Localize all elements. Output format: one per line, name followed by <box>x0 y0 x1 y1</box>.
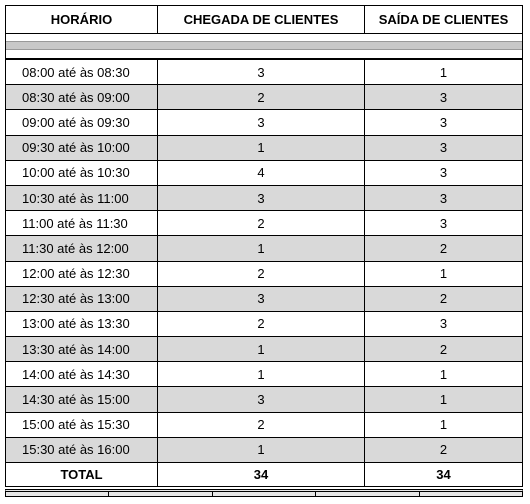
departures-cell: 3 <box>364 160 523 185</box>
time-cell: 14:00 até às 14:30 <box>5 361 157 386</box>
table-row <box>5 84 523 109</box>
table-row <box>5 386 523 411</box>
arrivals-cell: 1 <box>157 135 364 160</box>
time-cell: 15:00 até às 15:30 <box>5 412 157 437</box>
time-cell: 13:30 até às 14:00 <box>5 336 157 361</box>
arrivals-cell: 1 <box>157 437 364 462</box>
header-saida: SAÍDA DE CLIENTES <box>364 5 523 33</box>
time-cell: 15:30 até às 16:00 <box>5 437 157 462</box>
arrivals-cell: 1 <box>157 235 364 260</box>
header-chegada: CHEGADA DE CLIENTES <box>157 5 364 33</box>
arrivals-cell: 2 <box>157 84 364 109</box>
time-cell: 10:00 até às 10:30 <box>5 160 157 185</box>
departures-cell: 1 <box>364 261 523 286</box>
table-row <box>5 59 523 84</box>
arrivals-cell: 3 <box>157 59 364 84</box>
footer-segment <box>109 492 212 496</box>
table-body <box>5 59 523 462</box>
arrivals-cell: 1 <box>157 336 364 361</box>
time-cell: 09:30 até às 10:00 <box>5 135 157 160</box>
departures-cell: 3 <box>364 210 523 235</box>
departures-cell: 3 <box>364 109 523 134</box>
table-row <box>5 437 523 462</box>
table-row <box>5 361 523 386</box>
departures-cell: 3 <box>364 185 523 210</box>
time-cell: 08:00 até às 08:30 <box>5 59 157 84</box>
time-cell: 11:00 até às 11:30 <box>5 210 157 235</box>
footer-segment <box>6 492 109 496</box>
table-row <box>5 109 523 134</box>
arrivals-cell: 2 <box>157 311 364 336</box>
total-arrivals: 34 <box>157 462 364 487</box>
time-cell: 10:30 até às 11:00 <box>5 185 157 210</box>
time-cell: 08:30 até às 09:00 <box>5 84 157 109</box>
total-departures: 34 <box>364 462 523 487</box>
total-label: TOTAL <box>5 462 157 487</box>
arrivals-cell: 3 <box>157 185 364 210</box>
total-row <box>5 462 523 487</box>
time-cell: 11:30 até às 12:00 <box>5 235 157 260</box>
schedule-table <box>5 5 523 487</box>
departures-cell: 1 <box>364 386 523 411</box>
departures-cell: 3 <box>364 135 523 160</box>
footer-segment <box>316 492 419 496</box>
footer-segment <box>420 492 522 496</box>
time-cell: 12:30 até às 13:00 <box>5 286 157 311</box>
arrivals-cell: 2 <box>157 412 364 437</box>
arrivals-cell: 3 <box>157 109 364 134</box>
time-cell: 14:30 até às 15:00 <box>5 386 157 411</box>
header-row <box>5 5 523 33</box>
arrivals-cell: 1 <box>157 361 364 386</box>
departures-cell: 2 <box>364 286 523 311</box>
table-row <box>5 286 523 311</box>
table-row <box>5 185 523 210</box>
table-row <box>5 235 523 260</box>
departures-cell: 1 <box>364 412 523 437</box>
separator-band <box>5 33 523 59</box>
departures-cell: 1 <box>364 59 523 84</box>
time-cell: 12:00 até às 12:30 <box>5 261 157 286</box>
arrivals-cell: 2 <box>157 210 364 235</box>
separator-band-fill <box>6 41 522 50</box>
departures-cell: 1 <box>364 361 523 386</box>
arrivals-cell: 2 <box>157 261 364 286</box>
table-row <box>5 311 523 336</box>
table-row <box>5 336 523 361</box>
table-row <box>5 261 523 286</box>
table-footer-border <box>5 489 523 497</box>
departures-cell: 2 <box>364 336 523 361</box>
departures-cell: 2 <box>364 235 523 260</box>
departures-cell: 3 <box>364 84 523 109</box>
arrivals-cell: 3 <box>157 286 364 311</box>
time-cell: 09:00 até às 09:30 <box>5 109 157 134</box>
arrivals-cell: 4 <box>157 160 364 185</box>
table-row <box>5 160 523 185</box>
departures-cell: 2 <box>364 437 523 462</box>
table-row <box>5 412 523 437</box>
departures-cell: 3 <box>364 311 523 336</box>
header-horario: HORÁRIO <box>5 5 157 33</box>
arrivals-cell: 3 <box>157 386 364 411</box>
table-row <box>5 135 523 160</box>
footer-segment <box>213 492 316 496</box>
table-row <box>5 210 523 235</box>
time-cell: 13:00 até às 13:30 <box>5 311 157 336</box>
